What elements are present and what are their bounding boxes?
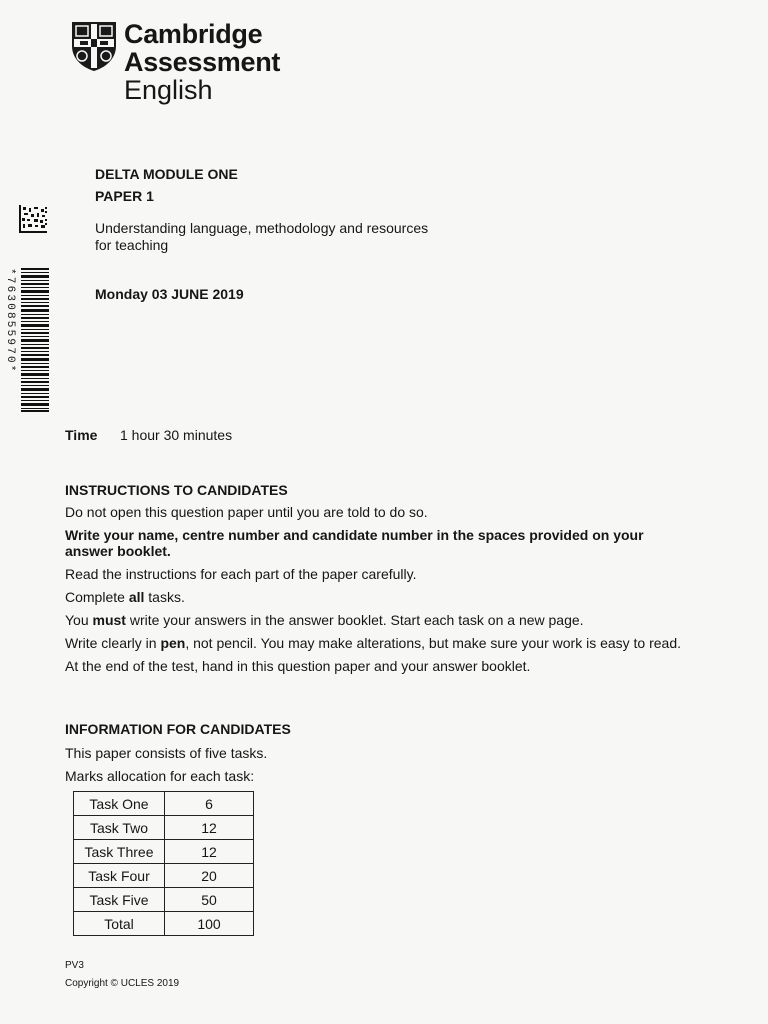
- copyright-notice: Copyright © UCLES 2019: [65, 978, 180, 989]
- data-matrix-code: [19, 205, 47, 233]
- information-heading: INFORMATION FOR CANDIDATES: [65, 721, 291, 737]
- information-item: Marks allocation for each task:: [65, 768, 255, 784]
- information-list: [65, 745, 267, 791]
- task-marks-cell: 50: [165, 888, 254, 912]
- paper-version-code: PV3: [65, 960, 84, 971]
- instruction-text: You: [65, 612, 93, 628]
- barcode-number: [0, 268, 18, 412]
- information-item: This paper consists of five tasks.: [65, 745, 268, 761]
- instruction-item: [65, 589, 690, 605]
- task-marks-cell: 6: [165, 792, 254, 816]
- instruction-item: At the end of the test, hand in this question paper and your answer booklet.: [65, 658, 531, 674]
- task-name-cell: Task Four: [74, 864, 165, 888]
- instruction-item: [65, 635, 690, 651]
- cambridge-logo: [70, 19, 410, 105]
- instruction-item: Write your name, centre number and candidate number in the spaces provided on your answer booklet.: [65, 527, 644, 559]
- instruction-emphasis: must: [92, 612, 126, 628]
- task-name-cell: Task One: [74, 792, 165, 816]
- table-row: [74, 888, 254, 912]
- logo-line-1: Cambridge Assessment: [124, 19, 281, 77]
- module-title: DELTA MODULE ONE: [95, 166, 238, 182]
- table-row: [74, 840, 254, 864]
- instruction-text: , not pencil. You may make alterations, but make sure your work is easy to read.: [185, 635, 682, 651]
- time-row: [65, 427, 232, 443]
- task-name-cell: Task Five: [74, 888, 165, 912]
- instruction-item: [65, 612, 690, 628]
- table-row: [74, 816, 254, 840]
- instruction-text: Complete: [65, 589, 129, 605]
- instruction-text: tasks.: [144, 589, 185, 605]
- barcode: [21, 268, 49, 412]
- marks-allocation-table: [73, 791, 254, 936]
- instruction-emphasis: pen: [160, 635, 186, 651]
- task-marks-cell: 100: [165, 912, 254, 936]
- table-row: [74, 912, 254, 936]
- paper-title: PAPER 1: [95, 188, 154, 204]
- instruction-text: Write clearly in: [65, 635, 161, 651]
- barcode-number-text: *7630855970*: [4, 268, 16, 374]
- instructions-heading: INSTRUCTIONS TO CANDIDATES: [65, 482, 288, 498]
- instruction-text: write your answers in the answer booklet. Start each task on a new page.: [125, 612, 584, 628]
- table-row: [74, 792, 254, 816]
- instruction-emphasis: all: [128, 589, 145, 605]
- subject-description: [95, 220, 475, 254]
- logo-line-2: English: [124, 75, 213, 105]
- instruction-item: Read the instructions for each part of the paper carefully.: [65, 566, 417, 582]
- time-value: 1 hour 30 minutes: [120, 427, 233, 443]
- task-name-cell: Task Two: [74, 816, 165, 840]
- instructions-list: [65, 504, 690, 681]
- task-marks-cell: 12: [165, 840, 254, 864]
- time-label: Time: [65, 427, 98, 443]
- task-marks-cell: 12: [165, 816, 254, 840]
- university-shield-icon: [70, 20, 118, 72]
- task-name-cell: Task Three: [74, 840, 165, 864]
- task-name-cell: Total: [74, 912, 165, 936]
- task-marks-cell: 20: [165, 864, 254, 888]
- subject-line-2: for teaching: [95, 237, 169, 253]
- instruction-item: Do not open this question paper until you are told to do so.: [65, 504, 428, 520]
- table-row: [74, 864, 254, 888]
- subject-line-1: Understanding language, methodology and resources: [95, 220, 429, 236]
- exam-date: Monday 03 JUNE 2019: [95, 286, 244, 302]
